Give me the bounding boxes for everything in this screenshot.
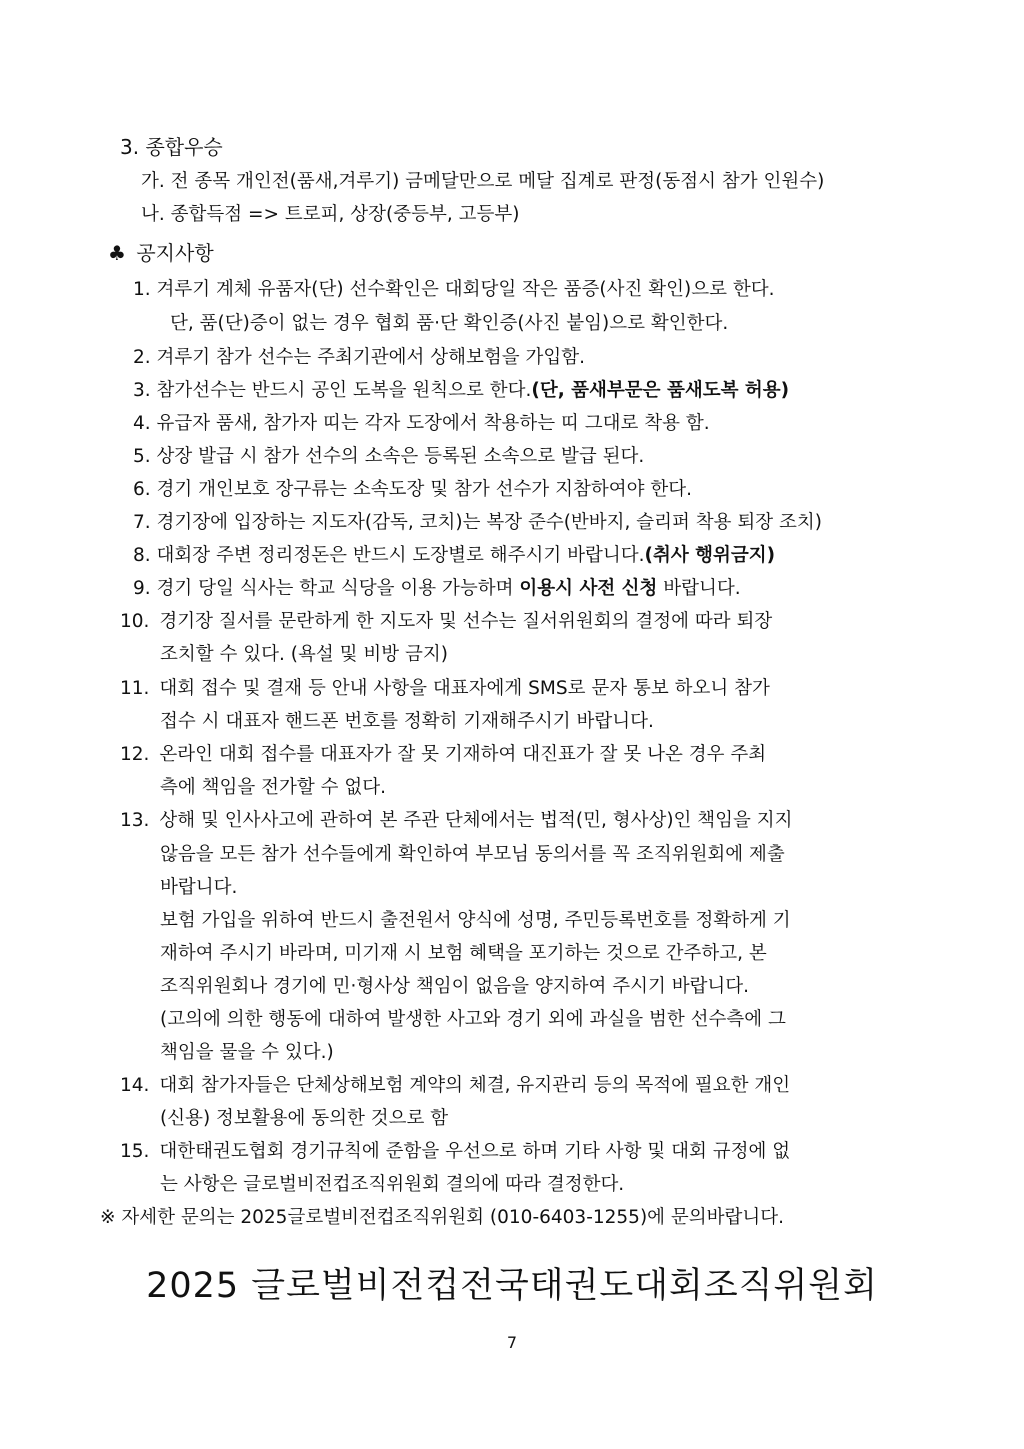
notice-item-1-cont: 단, 품(단)증이 없는 경우 협회 품·단 확인증(사진 붙임)으로 확인한다. <box>170 313 729 334</box>
section-item-ga <box>141 165 923 199</box>
notice-item-13-cont-4: 재하여 주시기 바라며, 미기재 시 보험 혜택을 포기하는 것으로 간주하고, 본 <box>160 943 767 964</box>
contact-note: ※ 자세한 문의는 2025글로벌비전컵조직위원회 (010-6403-1255)에 문의바랍니다. <box>100 1207 785 1228</box>
item-number: 10. <box>120 611 150 632</box>
item-text: 대회장 주변 정리정돈은 반드시 도장별로 해주시기 바랍니다. <box>156 545 645 566</box>
notice-item-13-cont-3: 보험 가입을 위하여 반드시 출전원서 양식에 성명, 주민등록번호를 정확하게 기 <box>160 910 791 931</box>
notice-item-14-cont: (신용) 정보활용에 동의한 것으로 함 <box>160 1108 449 1129</box>
notice-item-13-cont-5: 조직위원회나 경기에 민·형사상 책임이 없음을 양지하여 주시기 바랍니다. <box>160 976 750 997</box>
notice-item-12 <box>120 738 926 772</box>
notice-item-8 <box>133 539 775 573</box>
notice-item-9 <box>133 572 741 606</box>
section-item-na: 나. 종합득점 => 트로피, 상장(중등부, 고등부) <box>141 204 520 225</box>
item-bold-text: (취사 행위금지) <box>644 545 776 566</box>
item-bold-text: 이용시 사전 신청 <box>519 578 658 599</box>
item-number: 13. <box>120 810 150 831</box>
item-text: 대회 참가자들은 단체상해보험 계약의 체결, 유지관리 등의 목적에 필요한 개인 <box>159 1075 791 1096</box>
item-number: 5. <box>133 446 151 467</box>
item-bold-text: (단, 품새부문은 품새도복 허용) <box>531 380 790 401</box>
item-text: 경기장에 입장하는 지도자(감독, 코치)는 복장 준수(반바지, 슬리퍼 착용 퇴장 조치) <box>156 512 822 533</box>
notice-item-13-cont-6: (고의에 의한 행동에 대하여 발생한 사고와 경기 외에 과실을 범한 선수측에 그 <box>160 1009 786 1030</box>
notice-item-10-cont: 조치할 수 있다. (욕설 및 비방 금지) <box>160 644 448 665</box>
notice-item-11 <box>120 672 926 706</box>
notice-item-14 <box>120 1069 926 1103</box>
item-text: 온라인 대회 접수를 대표자가 잘 못 기재하여 대진표가 잘 못 나온 경우 주최 <box>159 744 767 765</box>
notice-item-13-cont-7: 책임을 물을 수 있다.) <box>160 1042 334 1063</box>
item-number: 14. <box>120 1075 150 1096</box>
notice-item-13-cont-1: 않음을 모든 참가 선수들에게 확인하여 부모님 동의서를 꼭 조직위원회에 제출 <box>160 844 785 865</box>
club-suit-icon: ♣ <box>108 241 126 265</box>
notice-item-10 <box>120 605 926 639</box>
item-text: 대회 접수 및 결재 등 안내 사항을 대표자에게 SMS로 문자 통보 하오니 참가 <box>159 678 770 699</box>
notice-item-15 <box>120 1135 926 1169</box>
item-text: 유급자 품새, 참가자 띠는 각자 도장에서 착용하는 띠 그대로 착용 함. <box>156 413 710 434</box>
notice-item-1 <box>133 273 774 307</box>
section-heading: 3. 종합우승 <box>120 135 223 159</box>
notice-item-7 <box>133 506 822 540</box>
item-number: 9. <box>133 578 151 599</box>
notice-item-11-cont: 접수 시 대표자 핸드폰 번호를 정확히 기재해주시기 바랍니다. <box>160 711 654 732</box>
item-number: 7. <box>133 512 151 533</box>
item-text: 대한태권도협회 경기규칙에 준함을 우선으로 하며 기타 사항 및 대회 규정에 없 <box>159 1141 791 1162</box>
notice-item-15-cont: 는 사항은 글로벌비전컵조직위원회 결의에 따라 결정한다. <box>160 1174 625 1195</box>
item-text: 겨루기 참가 선수는 주최기관에서 상해보험을 가입함. <box>156 347 585 368</box>
item-text: 겨루기 계체 유품자(단) 선수확인은 대회당일 작은 품증(사진 확인)으로 한다. <box>156 279 775 300</box>
item-number: 2. <box>133 347 151 368</box>
notice-item-13-cont-2: 바랍니다. <box>160 877 238 898</box>
notice-title: 공지사항 <box>136 241 214 265</box>
notice-item-5 <box>133 440 644 474</box>
notice-title-row <box>108 235 214 271</box>
item-text: 참가선수는 반드시 공인 도복을 원칙으로 한다. <box>156 380 532 401</box>
item-number: 6. <box>133 479 151 500</box>
notice-item-12-cont: 측에 책임을 전가할 수 없다. <box>160 777 386 798</box>
item-number: 12. <box>120 744 150 765</box>
notice-item-2 <box>133 341 585 375</box>
item-number: 4. <box>133 413 151 434</box>
notice-item-4 <box>133 407 710 441</box>
item-text: 상장 발급 시 참가 선수의 소속은 등록된 소속으로 발급 된다. <box>156 446 645 467</box>
organizer-title: 2025 글로벌비전컵전국태권도대회조직위원회 <box>146 1266 878 1306</box>
notice-item-3 <box>133 374 789 408</box>
item-number: 11. <box>120 678 150 699</box>
notice-item-13 <box>120 804 926 838</box>
item-number: 15. <box>120 1141 150 1162</box>
item-number: 1. <box>133 279 151 300</box>
page-number: 7 <box>506 1333 518 1352</box>
item-number: 3. <box>133 380 151 401</box>
item-text: 경기 개인보호 장구류는 소속도장 및 참가 선수가 지참하여야 한다. <box>156 479 692 500</box>
item-text-after: 바랍니다. <box>657 578 741 599</box>
section-item-text: 가. 전 종목 개인전(품새,겨루기) 금메달만으로 메달 집계로 판정(동점시 참가 인원수) <box>141 171 825 192</box>
item-number: 8. <box>133 545 151 566</box>
item-text: 상해 및 인사사고에 관하여 본 주관 단체에서는 법적(민, 형사상)인 책임을 지지 <box>159 810 793 831</box>
item-text: 경기장 질서를 문란하게 한 지도자 및 선수는 질서위원회의 결정에 따라 퇴장 <box>159 611 773 632</box>
notice-item-6 <box>133 473 692 507</box>
item-text: 경기 당일 식사는 학교 식당을 이용 가능하며 <box>156 578 520 599</box>
